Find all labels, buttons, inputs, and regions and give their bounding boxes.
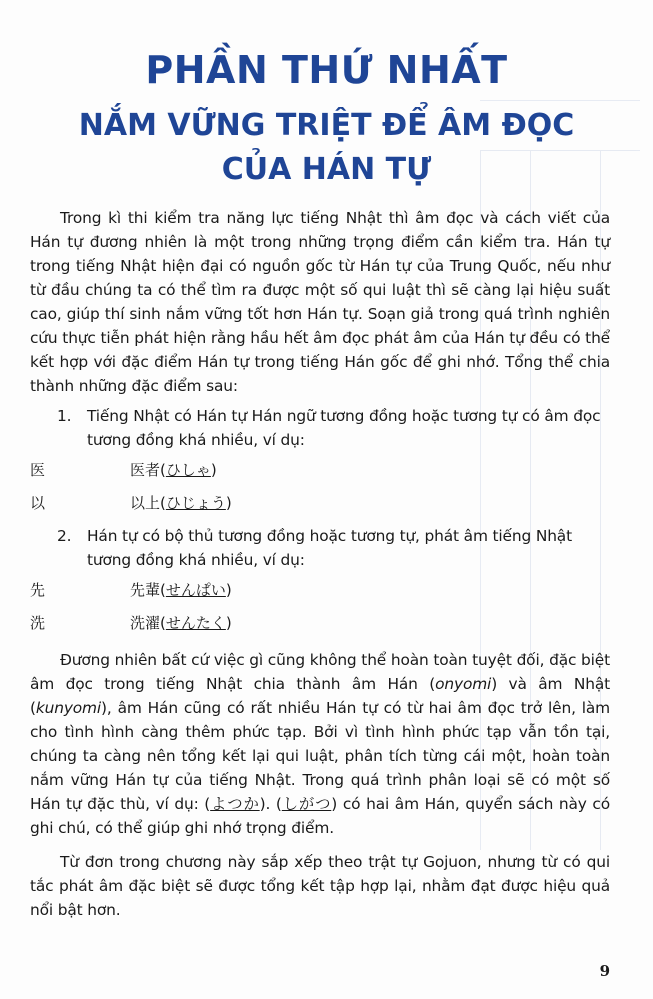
example-kanji: 以 [30, 494, 46, 512]
second-paragraph: Đương nhiên bất cứ việc gì cũng không thể hoàn toàn tuyệt đối, đặc biệt âm đọc trong tiếng Nhật chia thành âm Hán (onyomi) và âm Nhật (kunyomi), âm Hán cũng có rất nhiều Hán tự có từ hai âm đọc trở lên, làm cho tình hình càng thêm phức tạp. Bởi vì tình hình phức tạp vẫn tồn tại, chúng ta càng nên tổng kết lại qui luật, phân tích từng cái một, hoàn toàn nắm vững Hán tự của tiếng Nhật. Trong quá trình phân loại sẽ có một số Hán tự đặc thù, ví dụ: (よつか). (しがつ) có hai âm Hán, quyển sách này có ghi chú, có thể giúp ghi nhớ trọng điểm. [30, 651, 610, 837]
chapter-title-line1: NẮM VỮNG TRIỆT ĐỂ ÂM ĐỌC [78, 108, 575, 143]
example-row [30, 609, 610, 638]
intro-paragraph: Trong kì thi kiểm tra năng lực tiếng Nhật thì âm đọc và cách viết của Hán tự đương nhiên là một trong những trọng điểm cần kiểm tra. Hán tự trong tiếng Nhật hiện đại có nguồn gốc từ Hán tự của Trung Quốc, nếu như từ đầu chúng ta có thể tìm ra được một số qui luật thì sẽ càng lại hiệu suất cao, giúp thí sinh nắm vững tốt hơn Hán tự. Soạn giả trong quá trình nghiên cứu thực tiễn phát hiện rằng hầu hết âm đọc phát âm của Hán tự đều có thể kết hợp với đặc điểm Hán tự trong tiếng Hán gốc để ghi nhớ. Tổng thể chia thành những đặc điểm sau: [30, 209, 610, 395]
example-kanji: 医 [30, 461, 46, 479]
example-word: 以上(ひじょう) [130, 494, 232, 512]
example-kanji: 先 [30, 581, 46, 599]
list-item-2 [30, 524, 610, 572]
example-row [30, 489, 610, 518]
list-number: 2. [57, 527, 72, 545]
example-word: 洗濯(せんたく) [130, 614, 232, 632]
list-item-1 [30, 404, 610, 452]
part-title: PHẦN THỨ NHẤT [145, 48, 508, 92]
example-word: 先輩(せんぱい) [130, 581, 232, 599]
third-paragraph: Từ đơn trong chương này sắp xếp theo trật tự Gojuon, nhưng từ có qui tắc phát âm đặc biệt sẽ được tổng kết tập hợp lại, nhằm đạt được hiệu quả nổi bật hơn. [30, 853, 610, 919]
example-row [30, 456, 610, 485]
example-row [30, 576, 610, 605]
list-text: Hán tự có bộ thủ tương đồng hoặc tương tự, phát âm tiếng Nhật tương đồng khá nhiều, ví dụ: [87, 527, 572, 569]
page-number: 9 [599, 962, 610, 980]
chapter-title-line2: CỦA HÁN TỰ [221, 152, 432, 187]
list-number: 1. [57, 407, 72, 425]
example-word: 医者(ひしゃ) [130, 461, 217, 479]
list-text: Tiếng Nhật có Hán tự Hán ngữ tương đồng hoặc tương tự có âm đọc tương đồng khá nhiều, ví dụ: [87, 407, 601, 449]
example-kanji: 洗 [30, 614, 46, 632]
body-text [30, 206, 610, 922]
